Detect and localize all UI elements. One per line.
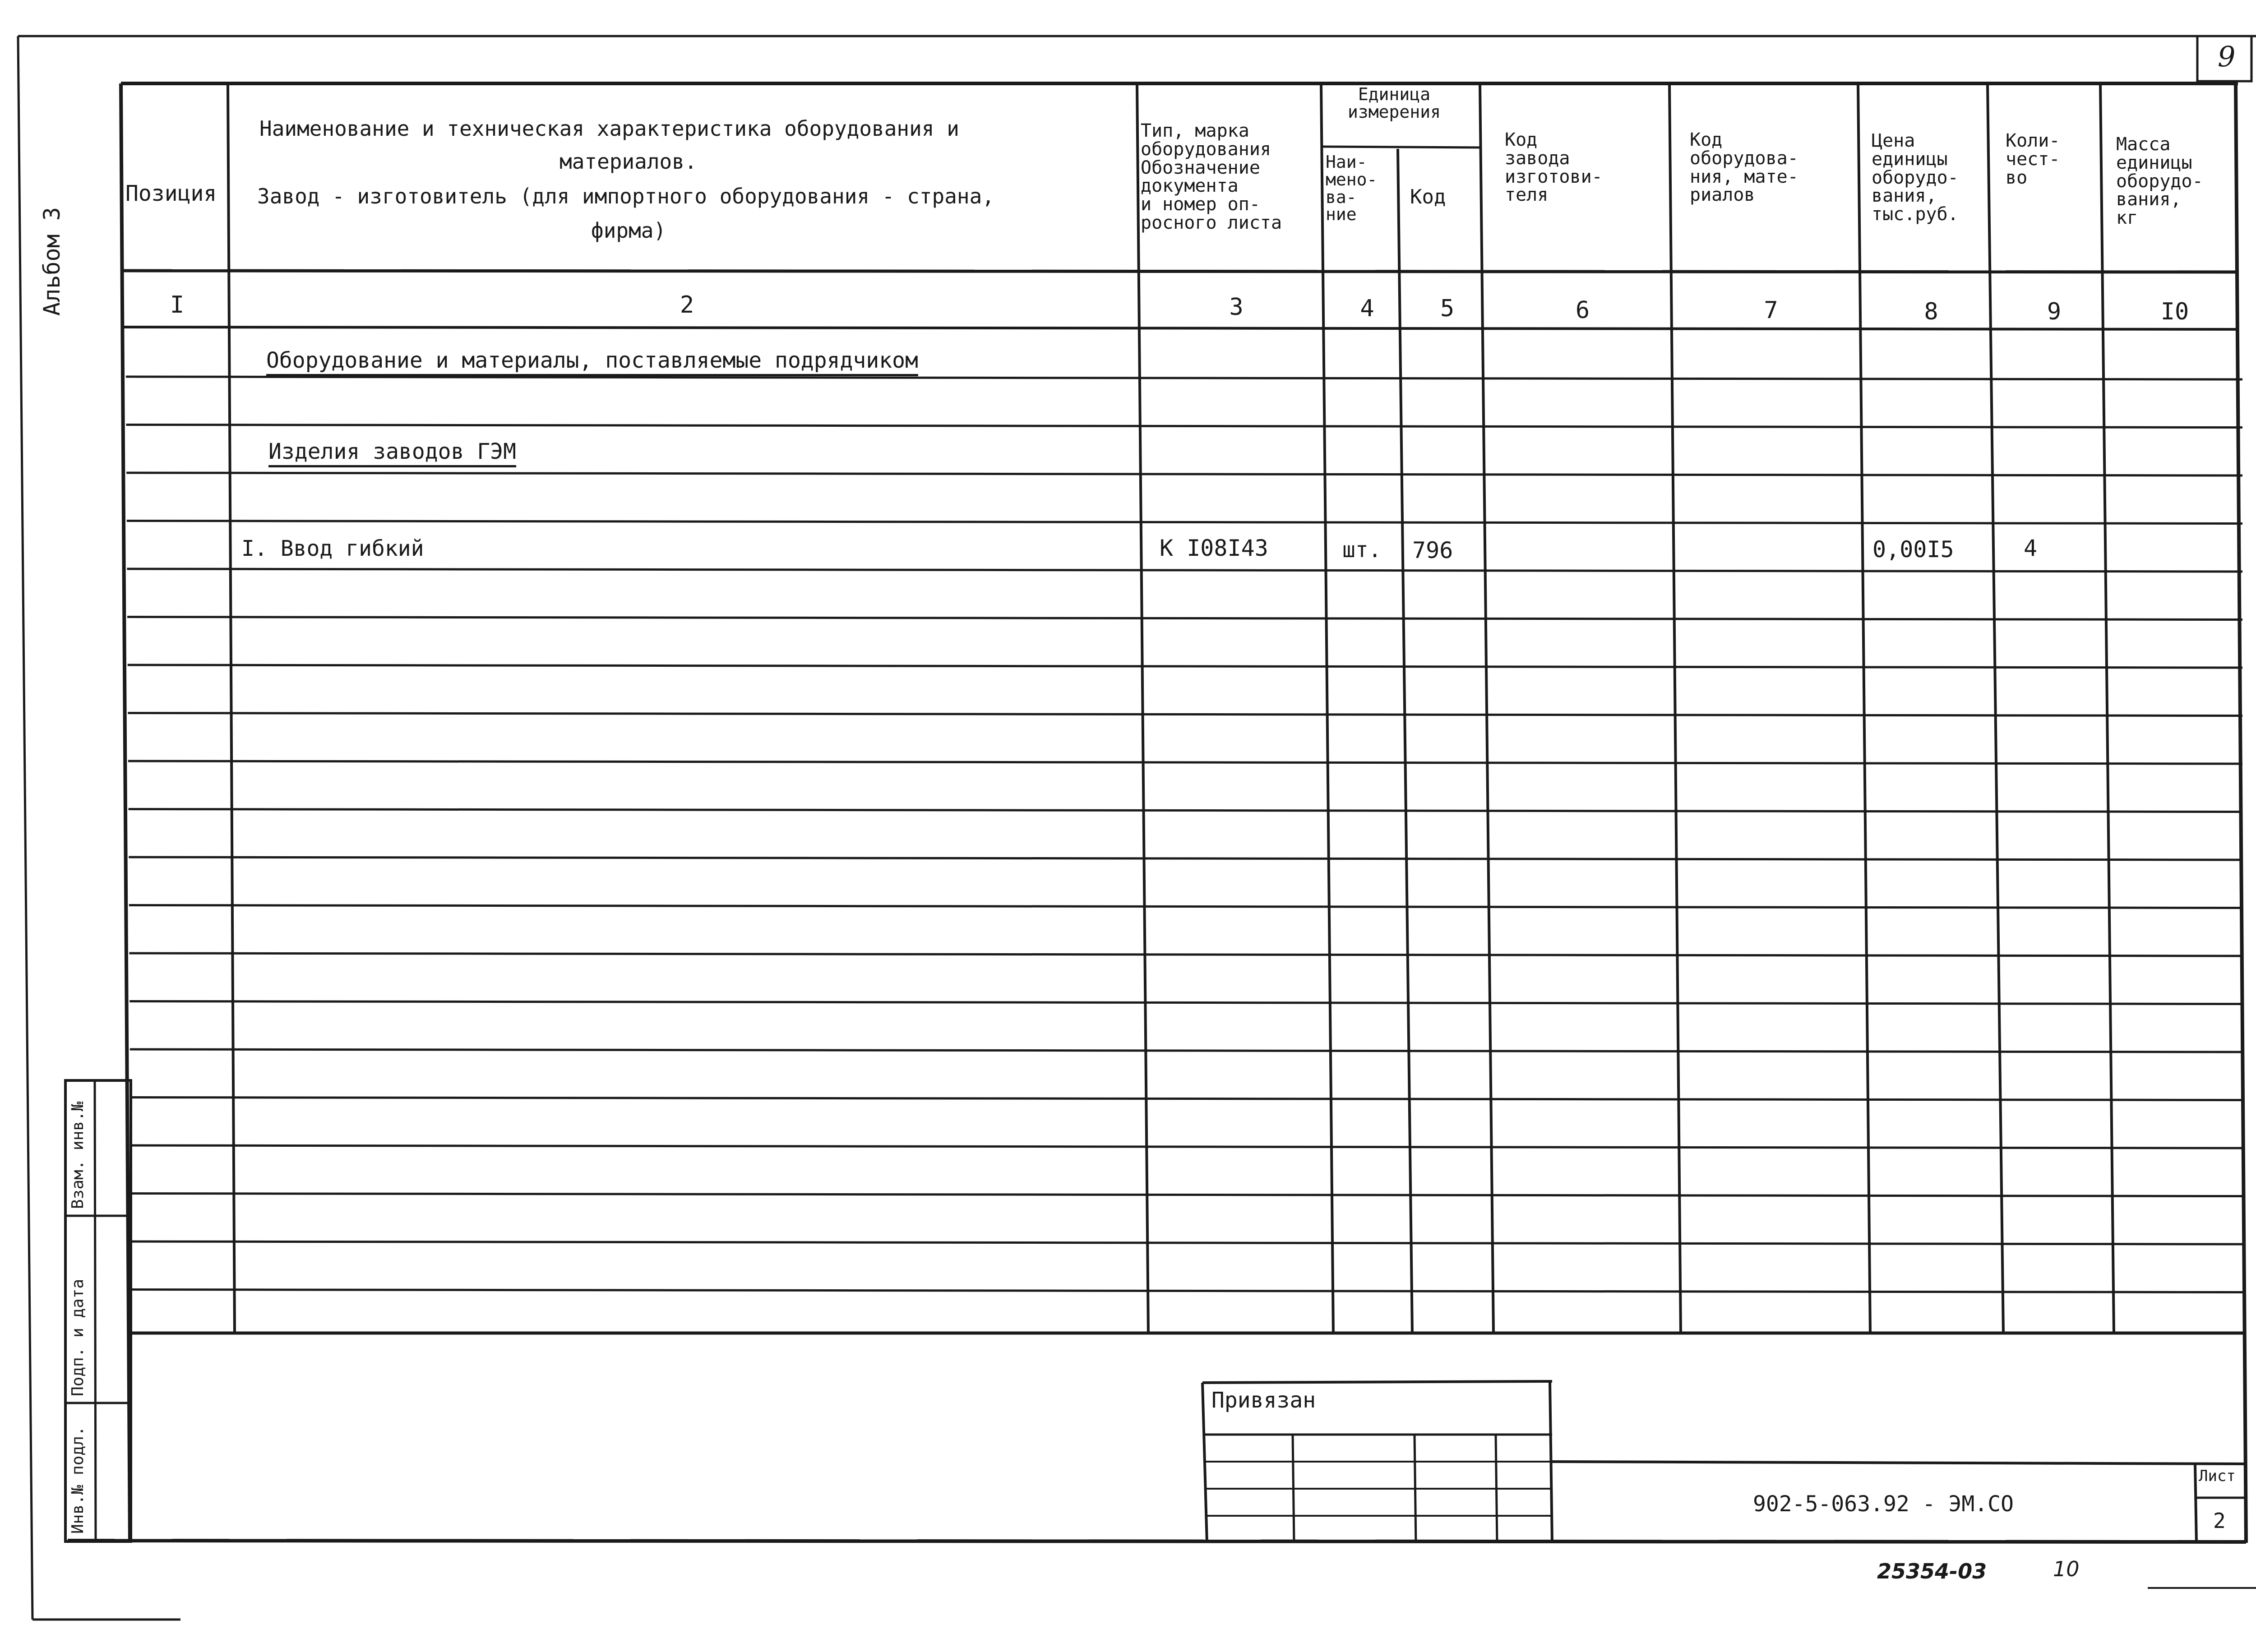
header-unit-group: Единица измерения (1348, 84, 1441, 122)
footer-code: 25354-03 (1877, 1559, 1987, 1583)
header-name-line2: материалов. (559, 149, 697, 174)
sheet-label: Лист (2199, 1467, 2236, 1485)
column-number: 5 (1440, 295, 1455, 322)
document-code: 902-5-063.92 - ЭМ.СО (1753, 1491, 2014, 1517)
column-number: I0 (2160, 298, 2189, 325)
header-unit-name: Наи- мено- ва- ние (1326, 152, 1378, 225)
table-rule (127, 521, 2242, 524)
column-number: 7 (1764, 297, 1778, 324)
table-rule (128, 713, 2242, 716)
header-name-line1: Наименование и техническая характеристика оборудования и (259, 116, 959, 141)
table-rule (129, 1001, 2242, 1004)
row-unit: шт. (1342, 537, 1382, 563)
table-rule (129, 905, 2242, 908)
header-name-line3: Завод - изготовитель (для импортного оборудования - страна, (257, 184, 994, 208)
table-rule (130, 1098, 2242, 1100)
header-price: Цена единицы оборудо- вания, тыс.руб. (1872, 130, 1959, 225)
header-type: Тип, марка оборудования Обозначение документа и номер оп- росного листа (1141, 120, 1282, 233)
table-rule (128, 665, 2242, 668)
table-rule (129, 953, 2242, 956)
header-name-line4: фирма) (591, 218, 666, 243)
album-label: Альбом 3 (39, 207, 65, 316)
table-rule (126, 377, 2242, 379)
sheet-number: 2 (2213, 1509, 2226, 1533)
row-price: 0,00I5 (1872, 536, 1954, 563)
table-rule (131, 1241, 2242, 1244)
table-rule (127, 617, 2242, 620)
table-rule (131, 1194, 2242, 1196)
page-number: 9 (2218, 40, 2236, 73)
row-name: I. Ввод гибкий (241, 536, 424, 561)
table-rule (130, 1145, 2242, 1148)
footer-page: 10 (2053, 1557, 2080, 1581)
side-stamp-label: Подп. и дата (69, 1278, 87, 1396)
column-number: 3 (1229, 294, 1244, 321)
header-equipment-code: Код оборудова- ния, мате- риалов (1690, 129, 1798, 206)
table-rule (126, 473, 2242, 475)
row-quantity: 4 (2024, 535, 2038, 561)
table-rule (126, 425, 2242, 428)
section-title: Оборудование и материалы, поставляемые подрядчиком (266, 348, 918, 373)
column-number: 9 (2047, 298, 2062, 325)
column-number: 8 (1924, 298, 1938, 325)
table-rule (131, 1290, 2242, 1292)
table-rule (129, 857, 2242, 860)
row-unit-code: 796 (1412, 537, 1453, 563)
column-number: 6 (1575, 297, 1590, 324)
table-rule (130, 1049, 2242, 1052)
column-number: 2 (680, 291, 694, 318)
column-number: 4 (1360, 295, 1374, 322)
table-rule (127, 569, 2242, 572)
header-position: Позиция (125, 181, 217, 206)
table-rule (128, 761, 2242, 764)
header-quantity: Коли- чест- во (2006, 130, 2060, 188)
privyazan-label: Привязан (1211, 1388, 1316, 1413)
subsection-title: Изделия заводов ГЭМ (268, 439, 517, 464)
header-factory-code: Код завода изготови- теля (1505, 129, 1603, 206)
row-type: К I08I43 (1160, 535, 1268, 561)
side-stamp-label: Инв.№ подл. (69, 1426, 87, 1534)
side-stamp-label: Взам. инв.№ (69, 1101, 87, 1209)
table-rule (129, 809, 2242, 812)
header-unit-code: Код (1410, 185, 1446, 208)
header-mass: Масса единицы оборудо- вания, кг (2116, 134, 2203, 229)
column-number: I (170, 291, 185, 318)
